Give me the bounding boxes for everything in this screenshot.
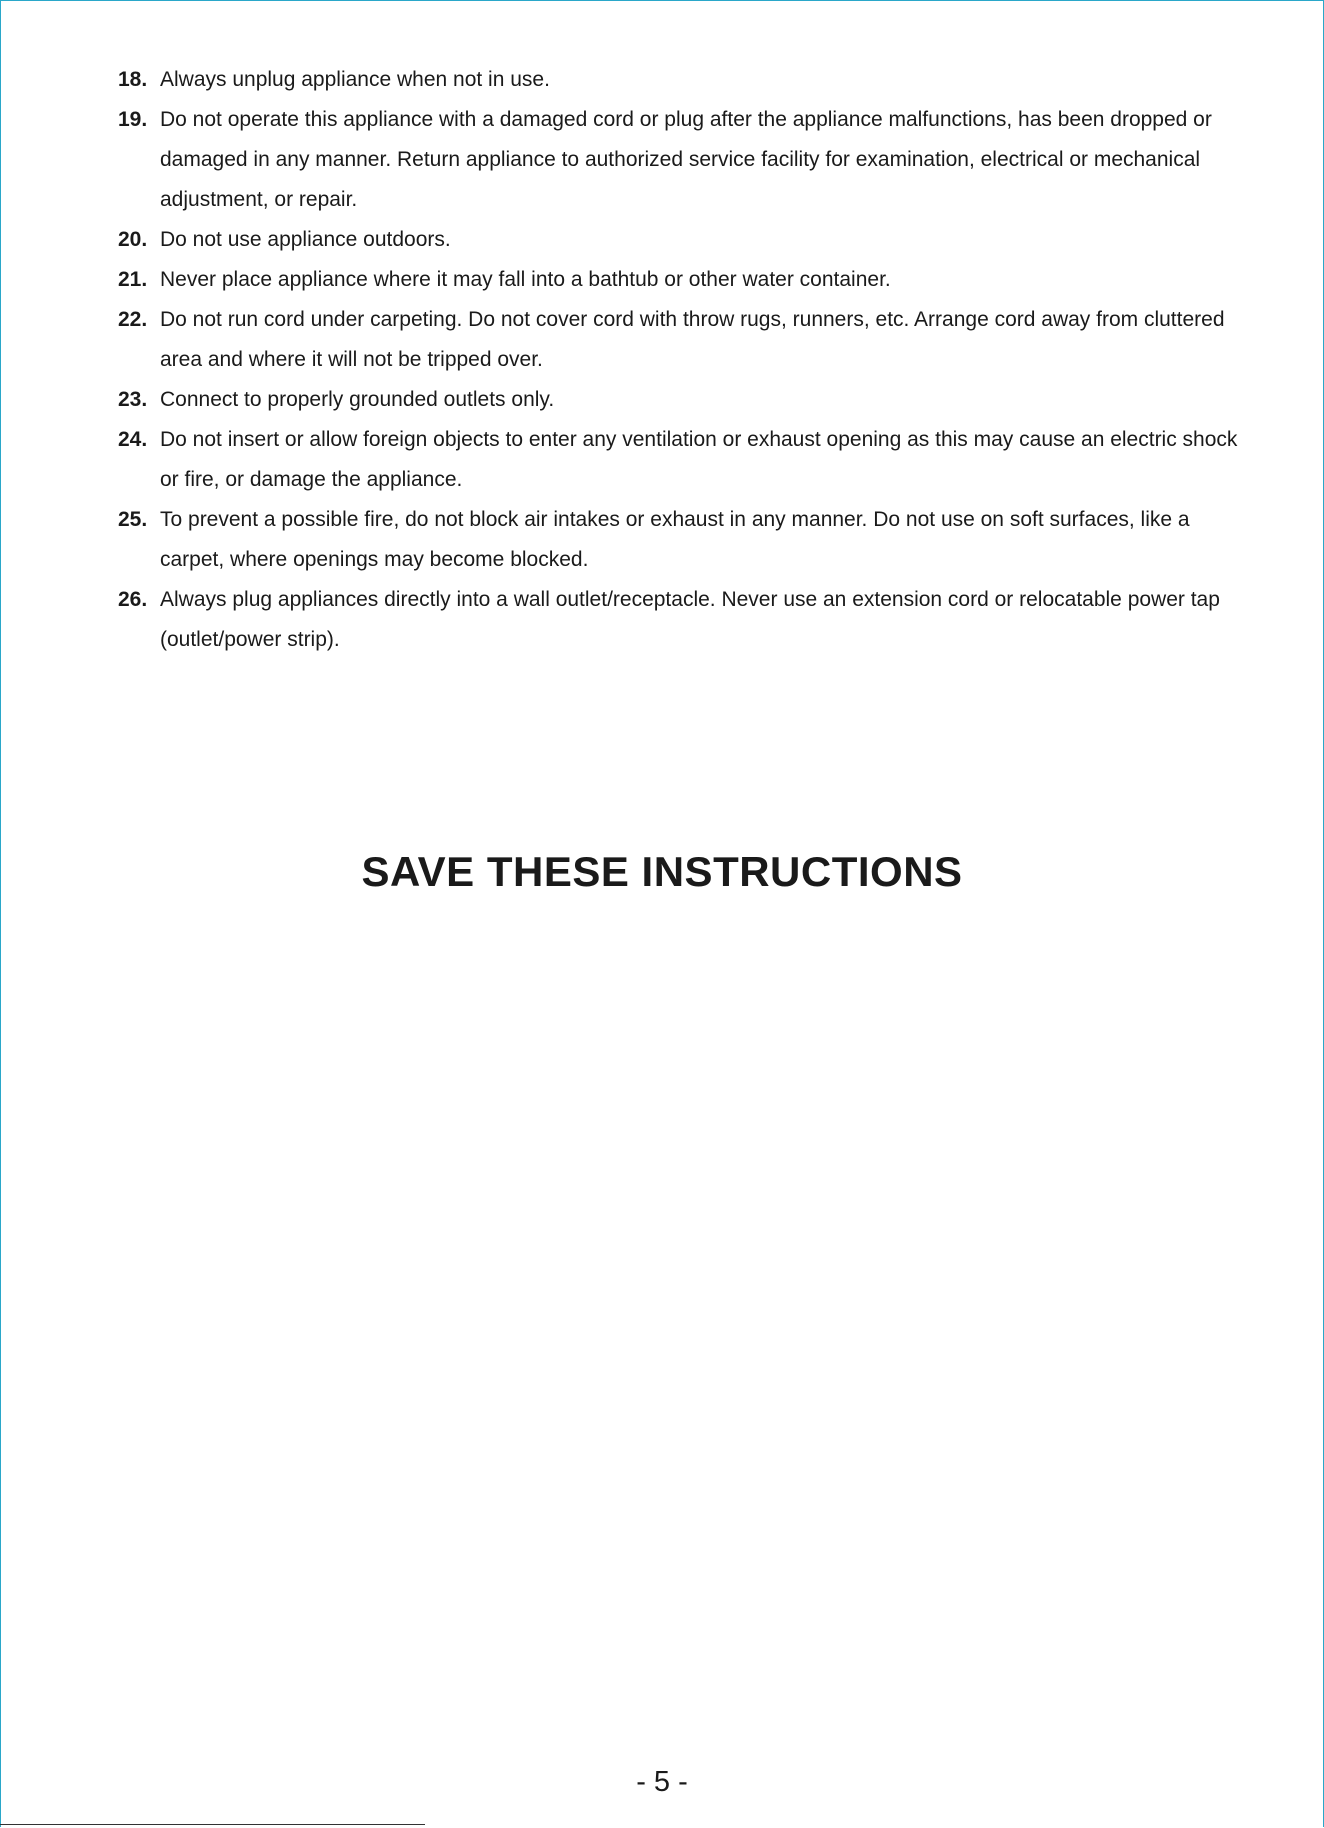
instruction-list	[118, 60, 1248, 660]
instruction-number: 18.	[118, 68, 148, 91]
instruction-text: Connect to properly grounded outlets only.	[160, 388, 555, 411]
page-title: SAVE THESE INSTRUCTIONS	[361, 848, 963, 895]
instruction-number: 25.	[118, 508, 148, 531]
instruction-text: Do not run cord under carpeting. Do not cover cord with throw rugs, runners, etc. Arrange cord away from cluttered area and where it will not be tripped over.	[160, 308, 1225, 371]
instruction-number: 24.	[118, 428, 148, 451]
instruction-text: Never place appliance where it may fall into a bathtub or other water container.	[160, 268, 891, 291]
instruction-item-22	[118, 300, 1248, 380]
instruction-text: Always unplug appliance when not in use.	[160, 68, 550, 91]
instruction-number: 26.	[118, 588, 148, 611]
instruction-text: Do not operate this appliance with a damaged cord or plug after the appliance malfunctions, has been dropped or damaged in any manner. Return appliance to authorized service facility for examination, electrical or mechanical adjustment, or repair.	[160, 108, 1212, 211]
instruction-number: 22.	[118, 308, 148, 331]
instruction-item-26	[118, 580, 1248, 660]
instruction-item-21	[118, 260, 1248, 300]
instruction-item-19	[118, 100, 1248, 220]
instruction-text: Do not insert or allow foreign objects to enter any ventilation or exhaust opening as this may cause an electric shock or fire, or damage the appliance.	[160, 428, 1238, 491]
instruction-number: 20.	[118, 228, 148, 251]
instruction-item-24	[118, 420, 1248, 500]
instruction-item-18	[118, 60, 1248, 100]
instruction-number: 23.	[118, 388, 148, 411]
instruction-text: To prevent a possible fire, do not block air intakes or exhaust in any manner. Do not use on soft surfaces, like a carpet, where openings may become blocked.	[160, 508, 1190, 571]
instruction-number: 21.	[118, 268, 148, 291]
instruction-text: Always plug appliances directly into a wall outlet/receptacle. Never use an extension cord or relocatable power tap (outlet/power strip).	[160, 588, 1220, 651]
page-number: - 5 -	[636, 1766, 688, 1798]
instruction-text: Do not use appliance outdoors.	[160, 228, 451, 251]
instruction-number: 19.	[118, 108, 148, 131]
instruction-item-23	[118, 380, 1248, 420]
instruction-item-25	[118, 500, 1248, 580]
footer-rule	[0, 1824, 425, 1825]
instruction-item-20	[118, 220, 1248, 260]
